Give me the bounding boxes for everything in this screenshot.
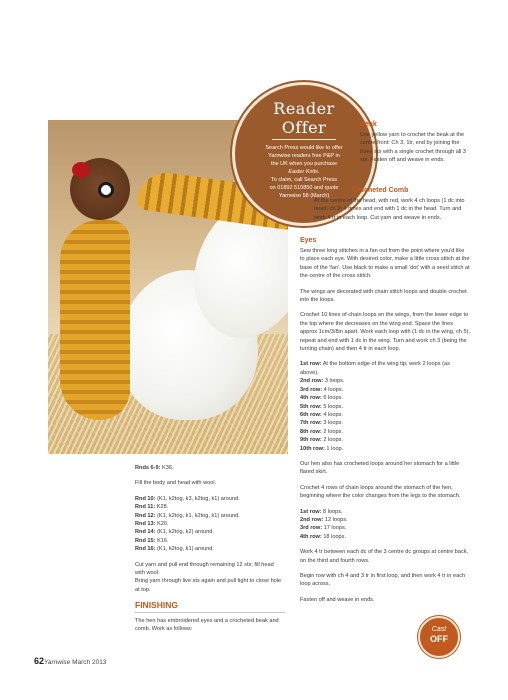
cut-yarn-text: Cut yarn and pull end through remaining 12 sts; fill head with wool. — [135, 561, 274, 577]
hen-eye — [98, 182, 114, 198]
skirt-text: Our hen also has crocheted loops around her stomach for a little flared skirt. — [300, 460, 460, 476]
list-item: 7th row: 3 loops. — [300, 420, 343, 427]
list-item: 4th row: 18 loops. — [300, 533, 347, 540]
eyes-text: Sew three long stitches in a fan out from the point where you'd like to place each eye. With desired color, make a little cross stitch at the base of the 'fan'. Use black to make a small 'dot' with a seed stitch at the centre of the cross stitch. — [300, 248, 470, 280]
rounds-6-9: Rnds 6-9: K36. — [135, 465, 174, 471]
wing-loops-text: Crochet 10 lines of chain loops on the wings, from the lower edge to the top where the decreases on the wing end. Space the lines approx 1cm/3/8in apart. Work each loop with (1 dc in the wing, ch 5), repeat and end with 1 dc in the wing. Turn and work ch 3 (being the turning chain) and then 4 tr in each loop. — [300, 312, 470, 353]
list-item: 3rd row: 4 loops. — [300, 386, 344, 393]
list-item: 2nd row: 12 loops. — [300, 516, 348, 523]
badge-line: the UK when you purchase — [270, 161, 338, 167]
wings-text: The wings are decorated with chain stitch loops and double crochet into the loops. — [300, 288, 467, 304]
wing-rows-list — [300, 360, 470, 452]
hen-body — [60, 220, 130, 420]
cast-off-badge — [418, 616, 460, 658]
list-item: Rnd 11: K28. — [135, 504, 169, 511]
list-item: Rnd 10: (K1, k2tog, k3, k2tog, k1) around. — [135, 495, 240, 502]
cast-off-line1: Cast — [431, 626, 447, 633]
eyes-heading: Eyes — [300, 237, 317, 244]
beak-text: Use yellow yarn to crochet the beak at the centre front: Ch 3, 1tr, end by joining the three sts with a single crochet through all 3 sts. Fasten off and weave in ends. — [360, 132, 467, 164]
comb-section — [300, 186, 470, 229]
list-item: 1st row: 8 loops. — [300, 508, 343, 515]
badge-line: Yarnwise readers free P&P in — [268, 153, 340, 159]
list-item: 1st row: At the bottom edge of the wing tip, work 2 loops (as above). — [300, 361, 450, 376]
list-item: 6th row: 4 loops. — [300, 411, 343, 418]
page-folio — [34, 656, 106, 666]
list-item: 5th row: 5 loops. — [300, 403, 343, 410]
list-item: Rnd 14: (K1, k2tog, k2) around. — [135, 529, 214, 536]
fasten-off-text: Fasten off and weave in ends. — [300, 596, 375, 603]
stomach-rows-list — [300, 508, 470, 542]
list-item: 9th row: 2 loops. — [300, 437, 343, 444]
beak-heading: Beak — [360, 121, 377, 128]
badge-book-title: Easter Knits. — [288, 169, 320, 175]
issue-date: March 2013 — [72, 659, 107, 666]
centre-back-text: Work 4 tr between each dc of the 3 centre dc groups at centre back, on the third and fourth rows. — [300, 549, 469, 564]
badge-line: Search Press would like to offer — [265, 145, 343, 151]
finishing-divider — [135, 612, 285, 613]
comb-text: At the centre of the head, with red, work 4 ch loops (1 dc into head, ch 3) 4 times and end with 1 dc in the head. Turn and work 4 tr in each loop. Cut yarn and weave in ends. — [314, 198, 465, 221]
badge-title: Reader Offer — [273, 99, 335, 137]
stomach-loops-text: Crochet 4 rows of chain loops around the stomach of the hen, beginning where the color changes from the legs to the stomach. — [300, 484, 461, 500]
list-item: 4th row: 6 loops. — [300, 395, 343, 402]
cast-off-line2: OFF — [430, 634, 448, 644]
list-item: 3rd row: 17 loops. — [300, 525, 347, 532]
hen-comb — [72, 162, 90, 178]
list-item: Rnd 12: (K1, k2tog, k1, k2tog, k1) around. — [135, 512, 240, 519]
badge-line: To claim, call Search Press — [270, 177, 338, 183]
list-item: Rnd 15: K16. — [135, 537, 169, 544]
fill-text: Fill the body and head with wool. — [135, 480, 217, 487]
close-hole-text: Bring yarn through live sts again and pull tight to close hole at top. — [135, 578, 282, 593]
begin-row-text: Begin row with ch 4 and 3 tr in first loop, and then work 4 tr in each loop across. — [300, 573, 466, 588]
eyes-section — [300, 236, 470, 611]
list-item: 2nd row: 3 loops. — [300, 378, 345, 385]
beak-section — [360, 120, 470, 172]
list-item: Rnd 13: K20. — [135, 521, 169, 528]
magazine-name: Yarnwise — [44, 659, 71, 666]
badge-phone: on 01892 510850 and quote — [269, 185, 339, 191]
comb-heading: Crocheted Comb — [352, 187, 409, 194]
finishing-text: The hen has embroidered eyes and a crocheted beak and comb. Work as follows: — [135, 617, 279, 633]
finishing-heading: FINISHING — [135, 600, 178, 611]
page-number: 62 — [34, 656, 45, 666]
list-item: 10th row: 1 loop. — [300, 445, 344, 452]
badge-divider — [272, 139, 336, 140]
badge-line: Yarnwise 58 (March) — [278, 193, 330, 199]
left-column — [135, 464, 285, 641]
list-item: Rnd 16: (K1, k2tog, k1) around. — [135, 546, 214, 553]
list-item: 8th row: 2 loops. — [300, 428, 343, 435]
rounds-list — [135, 495, 285, 554]
